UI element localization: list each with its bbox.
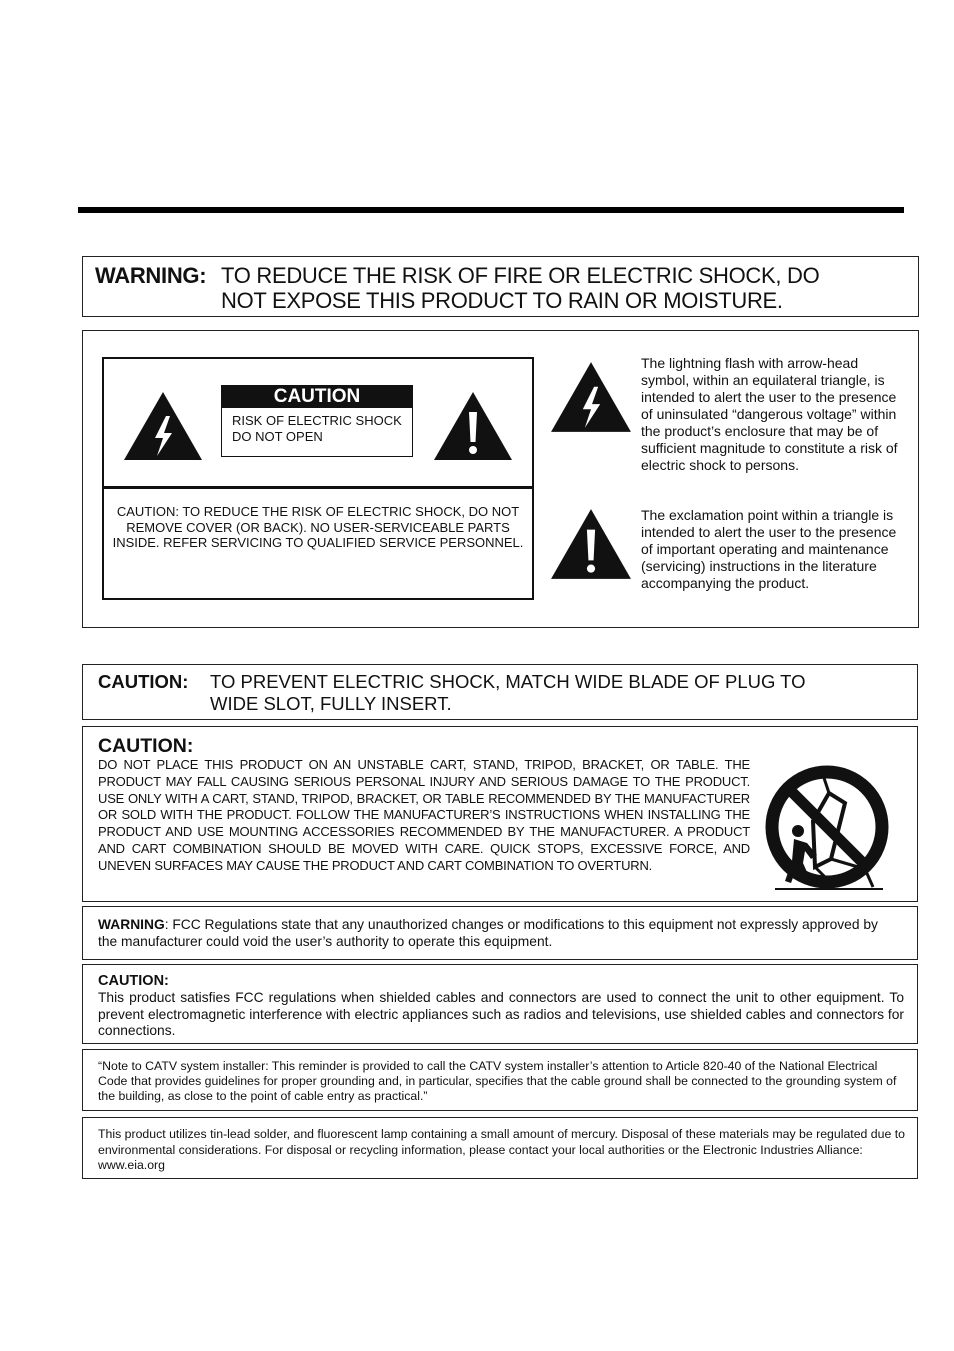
fcc-warning-body: : FCC Regulations state that any unauthorized changes or modifications to this equipment not expressly approved by the manufacturer could void the user’s authority to operate this equipment. [98, 917, 878, 949]
plug-caution-line-2: WIDE SLOT, FULLY INSERT. [210, 693, 452, 714]
top-rule [78, 207, 904, 213]
warning-box [82, 256, 919, 317]
cart-caution-text: DO NOT PLACE THIS PRODUCT ON AN UNSTABLE CART, STAND, TRIPOD, BRACKET, OR TABLE. THE PRODUCT MAY FALL CAUSING SERIOUS PERSONAL INJURY AND SERIOUS DAMAGE TO THE PRODUCT. USE ONLY WITH A CART, STAND, TRIPOD, BRACKET, OR TABLE RECOMMENDED BY THE MANUFACTURER OR SOLD WITH THE PRODUCT. FOLLOW THE MANUFACTURER’S INSTRUCTIONS WHEN INSTALLING THE PRODUCT AND USE MOUNTING ACCESSORIES RECOMMENDED BY THE MANUFACTURER. A PRODUCT AND CART COMBINATION SHOULD BE MOVED WITH CARE. QUICK STOPS, EXCESSIVE FORCE, AND UNEVEN SURFACES MAY CAUSE THE PRODUCT AND CART COMBINATION TO OVERTURN. [98, 757, 750, 873]
shielded-cable-caution-title: CAUTION: [98, 973, 169, 989]
caution-sticker-header: CAUTION [222, 386, 412, 408]
shielded-cable-caution-text: This product satisfies FCC regulations when shielded cables and connectors are used to connect the unit to other equipment. To prevent electromagnetic interference with electric appliances such as radios and televisions, use shielded cables and connectors for connections. [98, 990, 904, 1039]
symbol-explanation-box [82, 330, 919, 628]
panel-caution-text: CAUTION: TO REDUCE THE RISK OF ELECTRIC SHOCK, DO NOT REMOVE COVER (OR BACK). NO USER-SERVICEABLE PARTS INSIDE. REFER SERVICING TO QUALIFIED SERVICE PERSONNEL. [112, 504, 524, 551]
fcc-warning-box [82, 906, 918, 960]
fcc-warning-text [98, 916, 898, 950]
plug-caution-line-1: TO PREVENT ELECTRIC SHOCK, MATCH WIDE BLADE OF PLUG TO [210, 671, 806, 692]
label-divider [104, 486, 532, 489]
catv-note-text: “Note to CATV system installer: This reminder is provided to call the CATV system installer’s attention to Article 820-40 of the National Electrical Code that provides guidelines for proper grounding and, in particular, specifies that the cable ground shall be connected to the grounding system of the building, as close to the point of cable entry as practical.” [98, 1059, 897, 1103]
plug-caution-label: CAUTION: [98, 671, 189, 692]
fcc-warning-label: WARNING [98, 917, 165, 932]
exclamation-description: The exclamation point within a triangle is intended to alert the user to the presence of important operating and maintenance (servicing) instructions in the literature accompanying the product. [641, 507, 897, 591]
plug-caution-box [82, 664, 918, 720]
cart-caution-box [82, 726, 918, 902]
caution-sticker-line-2: DO NOT OPEN [232, 429, 323, 444]
solder-disposal-box [82, 1117, 918, 1179]
exclamation-triangle-icon [432, 390, 514, 462]
warning-line-1: TO REDUCE THE RISK OF FIRE OR ELECTRIC SHOCK, DO [221, 263, 820, 288]
no-cart-tipping-icon [761, 763, 896, 895]
catv-note-box [82, 1049, 918, 1111]
caution-sticker-line-1: RISK OF ELECTRIC SHOCK [232, 413, 402, 428]
lightning-description: The lightning flash with arrow-head symbol, within an equilateral triangle, is intended to alert the user to the presence of uninsulated “dangerous voltage” within the product’s enclosure that may be of sufficient magnitude to constitute a risk of electric shock to persons. [641, 355, 898, 473]
warning-label: WARNING: [95, 263, 207, 288]
caution-label-panel [102, 357, 534, 600]
caution-sticker [221, 385, 413, 457]
solder-disposal-text: This product utilizes tin-lead solder, and fluorescent lamp containing a small amount of mercury. Disposal of these materials may be regulated due to environmental considerations. For disposal or recycling information, please contact your local authorities or the Electronic Industries Alliance: www.eia.org [98, 1127, 905, 1172]
warning-line-2: NOT EXPOSE THIS PRODUCT TO RAIN OR MOISTURE. [221, 288, 783, 313]
lightning-triangle-icon [122, 390, 204, 462]
exclamation-triangle-icon [549, 507, 633, 581]
shielded-cable-caution-box [82, 964, 918, 1044]
cart-caution-title: CAUTION: [98, 735, 194, 757]
lightning-triangle-icon [549, 360, 633, 434]
